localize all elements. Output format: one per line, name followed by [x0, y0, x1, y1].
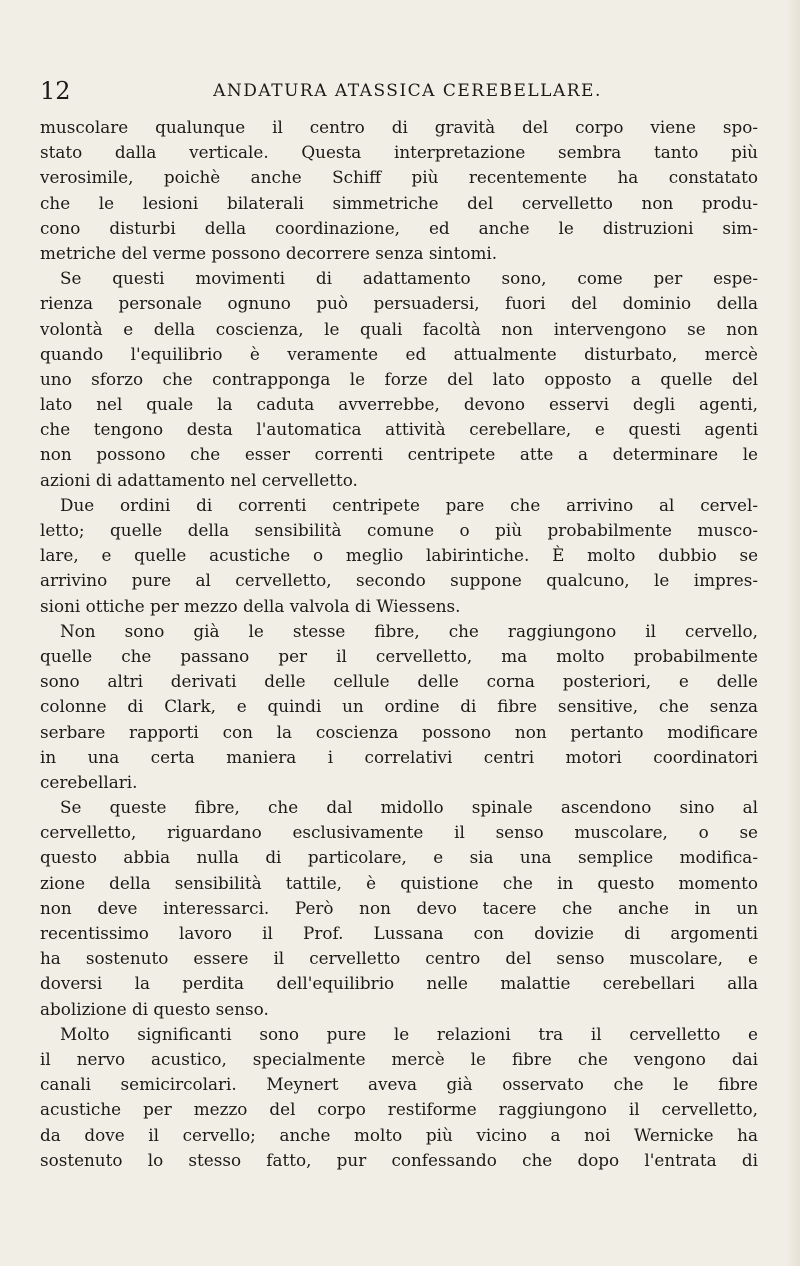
- text-line: quando l'equilibrio è veramente ed attualmente disturbato, mercè: [40, 343, 758, 364]
- text-line: quelle che passano per il cervelletto, ma molto probabilmente: [40, 645, 758, 666]
- text-line: volontà e della coscienza, le quali facoltà non intervengono se non: [40, 318, 758, 339]
- text-line: ha sostenuto essere il cervelletto centro del senso muscolare, e: [40, 948, 758, 969]
- text-line: metriche del verme possono decorrere senza sintomi.: [40, 242, 498, 263]
- text-line: da dove il cervello; anche molto più vicino a noi Wernicke ha: [40, 1124, 758, 1145]
- text-line: cono disturbi della coordinazione, ed anche le distruzioni sim-: [40, 217, 758, 238]
- text-line: sono altri derivati delle cellule delle corna posteriori, e delle: [40, 671, 758, 692]
- text-line: recentissimo lavoro il Prof. Lussana con dovizie di argomenti: [40, 923, 758, 943]
- text-line: non deve interessarci. Però non devo tacere che anche in un: [40, 897, 758, 918]
- text-line: arrivino pure al cervelletto, secondo suppone qualcuno, le impres-: [40, 570, 758, 591]
- text-line: azioni di adattamento nel cervelletto.: [40, 469, 358, 490]
- text-line: questo abbia nulla di particolare, e sia una semplice modifica-: [40, 847, 758, 868]
- text-line: zione della sensibilità tattile, è quistione che in questo momento: [40, 872, 758, 893]
- page-edge-shadow: [786, 0, 800, 1266]
- text-line: cervelletto, riguardano esclusivamente il senso muscolare, o se: [40, 822, 758, 843]
- text-line: che tengono desta l'automatica attività cerebellare, e questi agenti: [40, 419, 758, 440]
- text-line: uno sforzo che contrapponga le forze del lato opposto a quelle del: [40, 368, 758, 389]
- text-line: doversi la perdita dell'equilibrio nelle malattie cerebellari alla: [40, 973, 758, 994]
- page-number: 12: [40, 77, 71, 105]
- text-line: Molto significanti sono pure le relazioni tra il cervelletto e: [60, 1023, 758, 1044]
- text-line: sioni ottiche per mezzo della valvola di Wiessens.: [40, 595, 461, 616]
- running-title: ANDATURA ATASSICA CEREBELLARE.: [213, 81, 602, 101]
- text-line: muscolare qualunque il centro di gravità del corpo viene spo-: [40, 117, 758, 137]
- text-line: cerebellari.: [40, 771, 138, 792]
- text-line: Se questi movimenti di adattamento sono, come per espe-: [60, 268, 758, 289]
- text-line: sostenuto lo stesso fatto, pur confessando che dopo l'entrata di: [40, 1149, 758, 1170]
- text-line: lare, e quelle acustiche o meglio labirintiche. È molto dubbio se: [40, 545, 758, 566]
- text-line: acustiche per mezzo del corpo restiforme raggiungono il cervelletto,: [40, 1099, 758, 1120]
- text-line: lato nel quale la caduta avverrebbe, devono esservi degli agenti,: [40, 394, 758, 415]
- text-line: che le lesioni bilaterali simmetriche del cervelletto non produ-: [40, 192, 758, 213]
- body-text: [40, 115, 758, 1173]
- text-line: in una certa maniera i correlativi centri motori coordinatori: [40, 746, 758, 767]
- text-line: stato dalla verticale. Questa interpretazione sembra tanto più: [40, 142, 758, 163]
- text-line: rienza personale ognuno può persuadersi, fuori del dominio della: [40, 293, 758, 314]
- page-header: [40, 76, 775, 106]
- text-line: non possono che esser correnti centripete atte a determinare le: [40, 444, 758, 465]
- text-line: verosimile, poichè anche Schiff più recentemente ha constatato: [40, 167, 758, 188]
- text-line: Non sono già le stesse fibre, che raggiungono il cervello,: [60, 620, 758, 641]
- text-line: Se queste fibre, che dal midollo spinale ascendono sino al: [60, 797, 758, 818]
- text-line: letto; quelle della sensibilità comune o più probabilmente musco-: [40, 520, 758, 540]
- text-line: colonne di Clark, e quindi un ordine di fibre sensitive, che senza: [40, 696, 758, 717]
- text-line: serbare rapporti con la coscienza possono non pertanto modificare: [40, 721, 758, 742]
- text-line: il nervo acustico, specialmente mercè le fibre che vengono dai: [40, 1048, 758, 1069]
- text-line: Due ordini di correnti centripete pare che arrivino al cervel-: [60, 494, 758, 515]
- text-line: canali semicircolari. Meynert aveva già osservato che le fibre: [40, 1074, 758, 1095]
- text-line: abolizione di questo senso.: [40, 998, 269, 1019]
